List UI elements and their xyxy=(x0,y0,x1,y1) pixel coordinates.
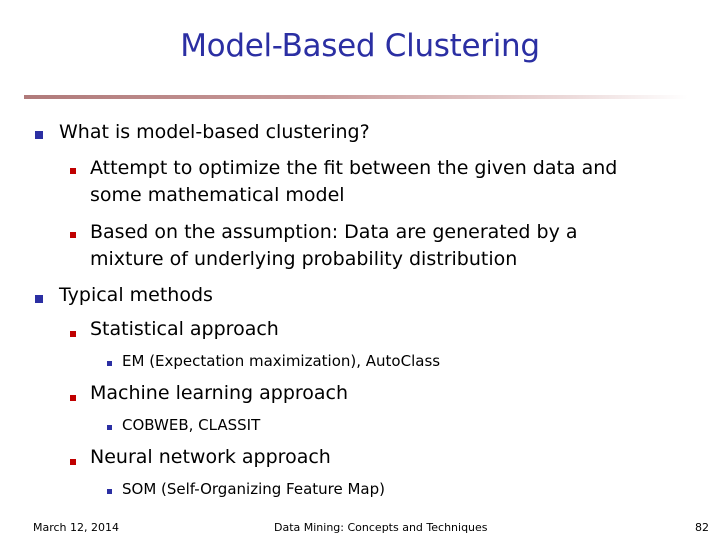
bullet-square-icon xyxy=(70,232,76,238)
bullet-text: Machine learning approach xyxy=(90,382,349,404)
bullet-text: Statistical approach xyxy=(90,318,279,340)
bullet-text-continued: mixture of underlying probability distribution xyxy=(90,248,518,270)
bullet-text: COBWEB, CLASSIT xyxy=(122,416,261,434)
bullet-square-icon xyxy=(107,425,112,430)
slide-number: 82 xyxy=(695,521,709,534)
bullet-text: Typical methods xyxy=(59,284,213,306)
bullet-square-icon xyxy=(35,131,43,139)
bullet-square-icon xyxy=(70,168,76,174)
bullet-text: Neural network approach xyxy=(90,446,331,468)
bullet-square-icon xyxy=(35,295,43,303)
bullet-text: EM (Expectation maximization), AutoClass xyxy=(122,352,441,370)
bullet-square-icon xyxy=(107,489,112,494)
bullet-text: Attempt to optimize the fit between the given data and xyxy=(90,157,618,179)
bullet-text: Based on the assumption: Data are generated by a xyxy=(90,221,578,243)
bullet-square-icon xyxy=(70,331,76,337)
footer-date: March 12, 2014 xyxy=(33,521,120,534)
bullet-text: What is model-based clustering? xyxy=(59,121,370,143)
bullet-square-icon xyxy=(70,395,76,401)
bullet-text: SOM (Self-Organizing Feature Map) xyxy=(122,480,385,498)
bullet-text-continued: some mathematical model xyxy=(90,184,345,206)
footer-title: Data Mining: Concepts and Techniques xyxy=(274,521,488,534)
bullet-square-icon xyxy=(70,459,76,465)
bullet-square-icon xyxy=(107,361,112,366)
slide-title: Model-Based Clustering xyxy=(180,28,540,64)
